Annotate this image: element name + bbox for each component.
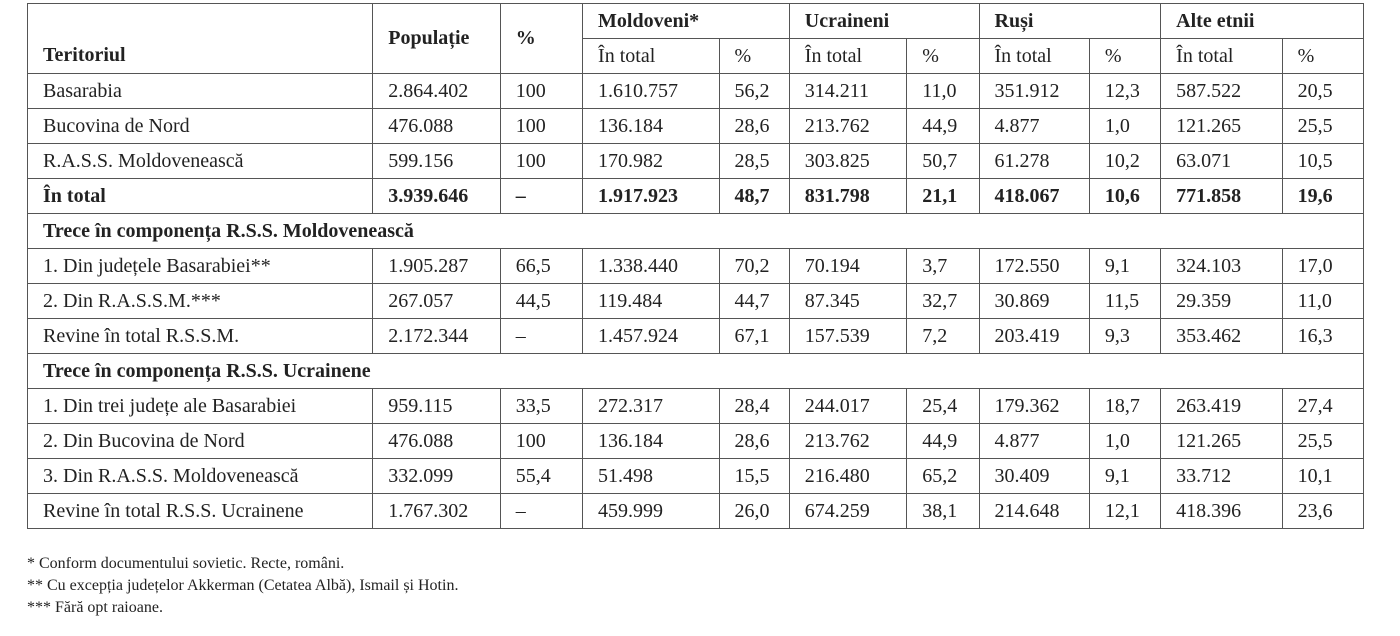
cell-alte-total: 771.858 [1161, 179, 1282, 214]
footnote: *** Fără opt raioane. [27, 599, 163, 616]
header-group-moldoveni: Moldoveni* [583, 4, 790, 39]
table-row [28, 144, 1364, 179]
subheader-total: În total [1161, 39, 1282, 74]
cell-rusi-percent: 11,5 [1089, 284, 1160, 319]
cell-rusi-percent: 12,1 [1089, 494, 1160, 529]
cell-moldoveni-total: 136.184 [583, 109, 720, 144]
cell-percent: 44,5 [500, 284, 582, 319]
cell-territory: Revine în total R.S.S.M. [28, 319, 373, 354]
cell-territory: Basarabia [28, 74, 373, 109]
header-group-ucraineni: Ucraineni [789, 4, 979, 39]
subheader-total: În total [789, 39, 906, 74]
cell-alte-percent: 25,5 [1282, 424, 1363, 459]
cell-alte-total: 353.462 [1161, 319, 1282, 354]
cell-rusi-percent: 18,7 [1089, 389, 1160, 424]
cell-rusi-total: 214.648 [979, 494, 1089, 529]
cell-rusi-total: 61.278 [979, 144, 1089, 179]
cell-population: 267.057 [373, 284, 500, 319]
header-group-rusi: Ruși [979, 4, 1161, 39]
cell-ucraineni-total: 216.480 [789, 459, 906, 494]
table-row [28, 459, 1364, 494]
cell-rusi-percent: 10,2 [1089, 144, 1160, 179]
cell-rusi-percent: 12,3 [1089, 74, 1160, 109]
subheader-percent: % [1282, 39, 1363, 74]
table-row [28, 319, 1364, 354]
cell-percent: 55,4 [500, 459, 582, 494]
section-title: Trece în componența R.S.S. Moldovenească [28, 214, 1364, 249]
cell-moldoveni-percent: 70,2 [719, 249, 789, 284]
cell-ucraineni-total: 213.762 [789, 424, 906, 459]
section-title: Trece în componența R.S.S. Ucrainene [28, 354, 1364, 389]
cell-population: 2.172.344 [373, 319, 500, 354]
cell-rusi-total: 4.877 [979, 424, 1089, 459]
cell-ucraineni-percent: 44,9 [907, 424, 979, 459]
table-row [28, 249, 1364, 284]
table-row [28, 389, 1364, 424]
cell-ucraineni-percent: 32,7 [907, 284, 979, 319]
cell-population: 1.767.302 [373, 494, 500, 529]
cell-percent: 100 [500, 74, 582, 109]
cell-moldoveni-percent: 56,2 [719, 74, 789, 109]
cell-territory: Bucovina de Nord [28, 109, 373, 144]
cell-alte-percent: 25,5 [1282, 109, 1363, 144]
cell-ucraineni-percent: 44,9 [907, 109, 979, 144]
cell-population: 476.088 [373, 109, 500, 144]
cell-rusi-percent: 10,6 [1089, 179, 1160, 214]
table-row [28, 74, 1364, 109]
cell-moldoveni-total: 1.457.924 [583, 319, 720, 354]
cell-alte-total: 121.265 [1161, 109, 1282, 144]
cell-population: 476.088 [373, 424, 500, 459]
cell-ucraineni-percent: 3,7 [907, 249, 979, 284]
cell-moldoveni-percent: 26,0 [719, 494, 789, 529]
section-row-ukraine [28, 354, 1364, 389]
cell-population: 2.864.402 [373, 74, 500, 109]
cell-ucraineni-percent: 25,4 [907, 389, 979, 424]
cell-moldoveni-percent: 44,7 [719, 284, 789, 319]
footnotes [27, 553, 458, 619]
cell-rusi-total: 203.419 [979, 319, 1089, 354]
cell-moldoveni-total: 1.610.757 [583, 74, 720, 109]
cell-ucraineni-total: 831.798 [789, 179, 906, 214]
cell-territory: 1. Din trei județe ale Basarabiei [28, 389, 373, 424]
cell-rusi-total: 179.362 [979, 389, 1089, 424]
cell-ucraineni-percent: 38,1 [907, 494, 979, 529]
cell-alte-total: 29.359 [1161, 284, 1282, 319]
cell-moldoveni-total: 119.484 [583, 284, 720, 319]
cell-rusi-percent: 1,0 [1089, 109, 1160, 144]
cell-population: 959.115 [373, 389, 500, 424]
cell-ucraineni-percent: 7,2 [907, 319, 979, 354]
cell-rusi-total: 30.409 [979, 459, 1089, 494]
subheader-total: În total [583, 39, 720, 74]
cell-ucraineni-total: 213.762 [789, 109, 906, 144]
cell-ucraineni-total: 314.211 [789, 74, 906, 109]
cell-moldoveni-percent: 28,6 [719, 109, 789, 144]
total-row [28, 179, 1364, 214]
cell-moldoveni-total: 1.338.440 [583, 249, 720, 284]
cell-moldoveni-percent: 48,7 [719, 179, 789, 214]
cell-rusi-percent: 9,1 [1089, 459, 1160, 494]
cell-moldoveni-percent: 67,1 [719, 319, 789, 354]
cell-moldoveni-total: 170.982 [583, 144, 720, 179]
subheader-percent: % [719, 39, 789, 74]
cell-alte-percent: 10,1 [1282, 459, 1363, 494]
subheader-percent: % [1089, 39, 1160, 74]
header-group-alte-etnii: Alte etnii [1161, 4, 1364, 39]
header-percent: % [500, 4, 582, 74]
cell-percent: 100 [500, 109, 582, 144]
cell-territory: 2. Din R.A.S.S.M.*** [28, 284, 373, 319]
table-body [28, 74, 1364, 529]
cell-alte-total: 324.103 [1161, 249, 1282, 284]
section-row-moldova [28, 214, 1364, 249]
header-population: Populație [373, 4, 500, 74]
cell-ucraineni-total: 303.825 [789, 144, 906, 179]
cell-percent: – [500, 179, 582, 214]
cell-rusi-total: 4.877 [979, 109, 1089, 144]
population-table [27, 3, 1364, 529]
cell-moldoveni-percent: 28,6 [719, 424, 789, 459]
cell-moldoveni-total: 51.498 [583, 459, 720, 494]
table-header [28, 4, 1364, 74]
cell-alte-total: 263.419 [1161, 389, 1282, 424]
cell-alte-percent: 23,6 [1282, 494, 1363, 529]
cell-ucraineni-percent: 50,7 [907, 144, 979, 179]
table-row [28, 109, 1364, 144]
cell-percent: 33,5 [500, 389, 582, 424]
subheader-total: În total [979, 39, 1089, 74]
cell-alte-percent: 17,0 [1282, 249, 1363, 284]
header-territory: Teritoriul [28, 4, 373, 74]
cell-moldoveni-total: 459.999 [583, 494, 720, 529]
cell-alte-percent: 19,6 [1282, 179, 1363, 214]
cell-percent: – [500, 494, 582, 529]
cell-alte-total: 418.396 [1161, 494, 1282, 529]
footnote: * Conform documentului sovietic. Recte, români. [27, 555, 345, 572]
cell-alte-percent: 10,5 [1282, 144, 1363, 179]
cell-ucraineni-total: 244.017 [789, 389, 906, 424]
cell-rusi-total: 418.067 [979, 179, 1089, 214]
cell-percent: 100 [500, 144, 582, 179]
cell-alte-total: 121.265 [1161, 424, 1282, 459]
cell-ucraineni-percent: 65,2 [907, 459, 979, 494]
cell-alte-percent: 27,4 [1282, 389, 1363, 424]
cell-alte-total: 587.522 [1161, 74, 1282, 109]
footnote: ** Cu excepția județelor Akkerman (Cetatea Albă), Ismail și Hotin. [27, 577, 459, 594]
cell-territory: În total [28, 179, 373, 214]
cell-territory: Revine în total R.S.S. Ucrainene [28, 494, 373, 529]
cell-moldoveni-total: 1.917.923 [583, 179, 720, 214]
cell-moldoveni-percent: 15,5 [719, 459, 789, 494]
cell-moldoveni-total: 272.317 [583, 389, 720, 424]
cell-moldoveni-percent: 28,5 [719, 144, 789, 179]
cell-moldoveni-total: 136.184 [583, 424, 720, 459]
cell-population: 3.939.646 [373, 179, 500, 214]
cell-ucraineni-total: 674.259 [789, 494, 906, 529]
cell-rusi-percent: 9,3 [1089, 319, 1160, 354]
cell-rusi-percent: 1,0 [1089, 424, 1160, 459]
population-table-container [27, 3, 1364, 529]
cell-rusi-percent: 9,1 [1089, 249, 1160, 284]
cell-alte-percent: 20,5 [1282, 74, 1363, 109]
cell-ucraineni-percent: 11,0 [907, 74, 979, 109]
cell-population: 1.905.287 [373, 249, 500, 284]
cell-territory: R.A.S.S. Moldovenească [28, 144, 373, 179]
subheader-percent: % [907, 39, 979, 74]
cell-ucraineni-total: 157.539 [789, 319, 906, 354]
table-row [28, 424, 1364, 459]
cell-ucraineni-total: 87.345 [789, 284, 906, 319]
cell-rusi-total: 30.869 [979, 284, 1089, 319]
cell-rusi-total: 351.912 [979, 74, 1089, 109]
table-row [28, 494, 1364, 529]
cell-alte-total: 33.712 [1161, 459, 1282, 494]
cell-alte-percent: 11,0 [1282, 284, 1363, 319]
cell-population: 599.156 [373, 144, 500, 179]
cell-alte-total: 63.071 [1161, 144, 1282, 179]
cell-territory: 2. Din Bucovina de Nord [28, 424, 373, 459]
cell-ucraineni-percent: 21,1 [907, 179, 979, 214]
cell-percent: – [500, 319, 582, 354]
table-row [28, 284, 1364, 319]
cell-territory: 3. Din R.A.S.S. Moldovenească [28, 459, 373, 494]
cell-alte-percent: 16,3 [1282, 319, 1363, 354]
cell-percent: 100 [500, 424, 582, 459]
cell-percent: 66,5 [500, 249, 582, 284]
cell-ucraineni-total: 70.194 [789, 249, 906, 284]
cell-rusi-total: 172.550 [979, 249, 1089, 284]
cell-territory: 1. Din județele Basarabiei** [28, 249, 373, 284]
cell-moldoveni-percent: 28,4 [719, 389, 789, 424]
cell-population: 332.099 [373, 459, 500, 494]
